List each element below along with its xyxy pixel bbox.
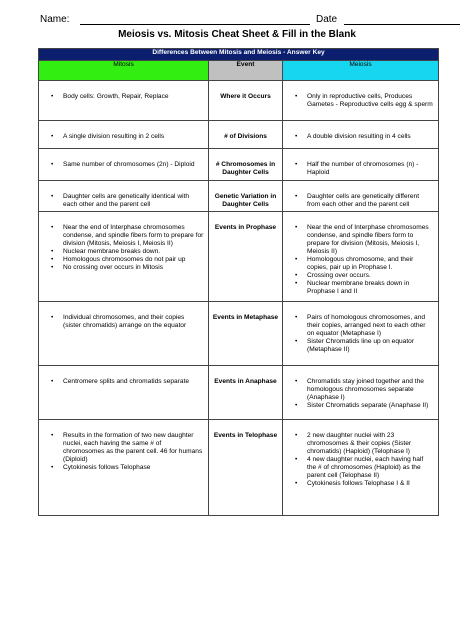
list-item: • Near the end of Interphase chromosomes condense, and spindle fibers form to prepare for division (Mitosis, Meiosis I, Meiosis II) (289, 224, 434, 256)
comparison-table (38, 48, 439, 516)
list-item: • No crossing over occurs in Mitosis (45, 264, 204, 272)
event-cell: Events in Anaphase (209, 366, 283, 420)
table-row (39, 149, 439, 181)
mitosis-cell (39, 149, 209, 181)
date-label: Date (316, 14, 338, 25)
event-cell: Genetic Variation in Daughter Cells (209, 181, 283, 212)
list-item: • Individual chromosomes, and their copies (sister chromatids) arrange on the equator (45, 314, 204, 330)
list-item: • Body cells: Growth, Repair, Replace (45, 93, 204, 101)
list-item: • Pairs of homologous chromosomes, and their copies, arranged next to each other on equator (Metaphase I) (289, 314, 434, 338)
list-item: • Half the number of chromosomes (n) - Haploid (289, 161, 434, 177)
table-row (39, 420, 439, 516)
list-item: • Results in the formation of two new daughter nuclei, each having the same # of chromosomes as the parent cell. 46 for humans (Diploid) (45, 432, 204, 464)
table-row (39, 81, 439, 121)
list-item: • 2 new daughter nuclei with 23 chromosomes & their copies (Sister chromatids) (Haploid) (Telophase I) (289, 432, 434, 456)
list-item: • Sister Chromatids line up on equator (Metaphase II) (289, 338, 434, 354)
list-item: • Sister Chromatids separate (Anaphase II) (289, 402, 434, 410)
meiosis-cell (283, 302, 439, 366)
student-header (40, 14, 460, 28)
table-row (39, 302, 439, 366)
mitosis-cell (39, 366, 209, 420)
meiosis-cell (283, 149, 439, 181)
table-row (39, 181, 439, 212)
list-item: • Cytokinesis follows Telophase I & II (289, 480, 434, 488)
date-blank-line (344, 24, 460, 25)
meiosis-cell (283, 366, 439, 420)
meiosis-cell (283, 420, 439, 516)
list-item: • Homologous chromosomes do not pair up (45, 256, 204, 264)
list-item: • Daughter cells are genetically identical with each other and the parent cell (45, 193, 204, 209)
event-column-header: Event (209, 61, 283, 81)
event-cell: Events in Prophase (209, 212, 283, 302)
mitosis-cell (39, 81, 209, 121)
column-header-row (39, 61, 439, 81)
table-row (39, 121, 439, 149)
name-label: Name: (40, 14, 70, 25)
name-blank-line (80, 24, 310, 25)
list-item: • A single division resulting in 2 cells (45, 133, 204, 141)
banner-row (39, 49, 439, 61)
event-cell: # of Divisions (209, 121, 283, 149)
meiosis-column-header: Meiosis (283, 61, 439, 81)
list-item: • Centromere splits and chromatids separate (45, 378, 204, 386)
mitosis-cell (39, 420, 209, 516)
event-cell: Events in Telophase (209, 420, 283, 516)
event-cell: # Chromosomes in Daughter Cells (209, 149, 283, 181)
mitosis-cell (39, 212, 209, 302)
mitosis-column-header: Mitosis (39, 61, 209, 81)
mitosis-cell (39, 121, 209, 149)
banner-title: Differences Between Mitosis and Meiosis - Answer Key (39, 49, 439, 61)
event-cell: Where it Occurs (209, 81, 283, 121)
list-item: • Near the end of Interphase chromosomes condense, and spindle fibers form to prepare for division (Mitosis, Meiosis I, Meiosis II) (45, 224, 204, 248)
list-item: • Same number of chromosomes (2n) - Diploid (45, 161, 204, 169)
list-item: • Homologous chromosome, and their copies, pair up in Prophase I. (289, 256, 434, 272)
list-item: • Nuclear membrane breaks down in Prophase I and II (289, 280, 434, 296)
list-item: • Nuclear membrane breaks down. (45, 248, 204, 256)
list-item: • Only in reproductive cells, Produces Gametes - Reproductive cells egg & sperm (289, 93, 434, 109)
mitosis-cell (39, 302, 209, 366)
event-cell: Events in Metaphase (209, 302, 283, 366)
meiosis-cell (283, 181, 439, 212)
meiosis-cell (283, 212, 439, 302)
meiosis-cell (283, 81, 439, 121)
table-row (39, 212, 439, 302)
list-item: • 4 new daughter nuclei, each having half the # of chromosomes (Haploid) as the parent cell (Telophase II) (289, 456, 434, 480)
list-item: • Chromatids stay joined together and the homologous chromosomes separate (Anaphase I) (289, 378, 434, 402)
mitosis-cell (39, 181, 209, 212)
list-item: • Cytokinesis follows Telophase (45, 464, 204, 472)
list-item: • Crossing over occurs. (289, 272, 434, 280)
table-row (39, 366, 439, 420)
meiosis-cell (283, 121, 439, 149)
list-item: • A double division resulting in 4 cells (289, 133, 434, 141)
list-item: • Daughter cells are genetically different from each other and the parent cell (289, 193, 434, 209)
page-title: Meiosis vs. Mitosis Cheat Sheet & Fill in the Blank (118, 29, 356, 40)
